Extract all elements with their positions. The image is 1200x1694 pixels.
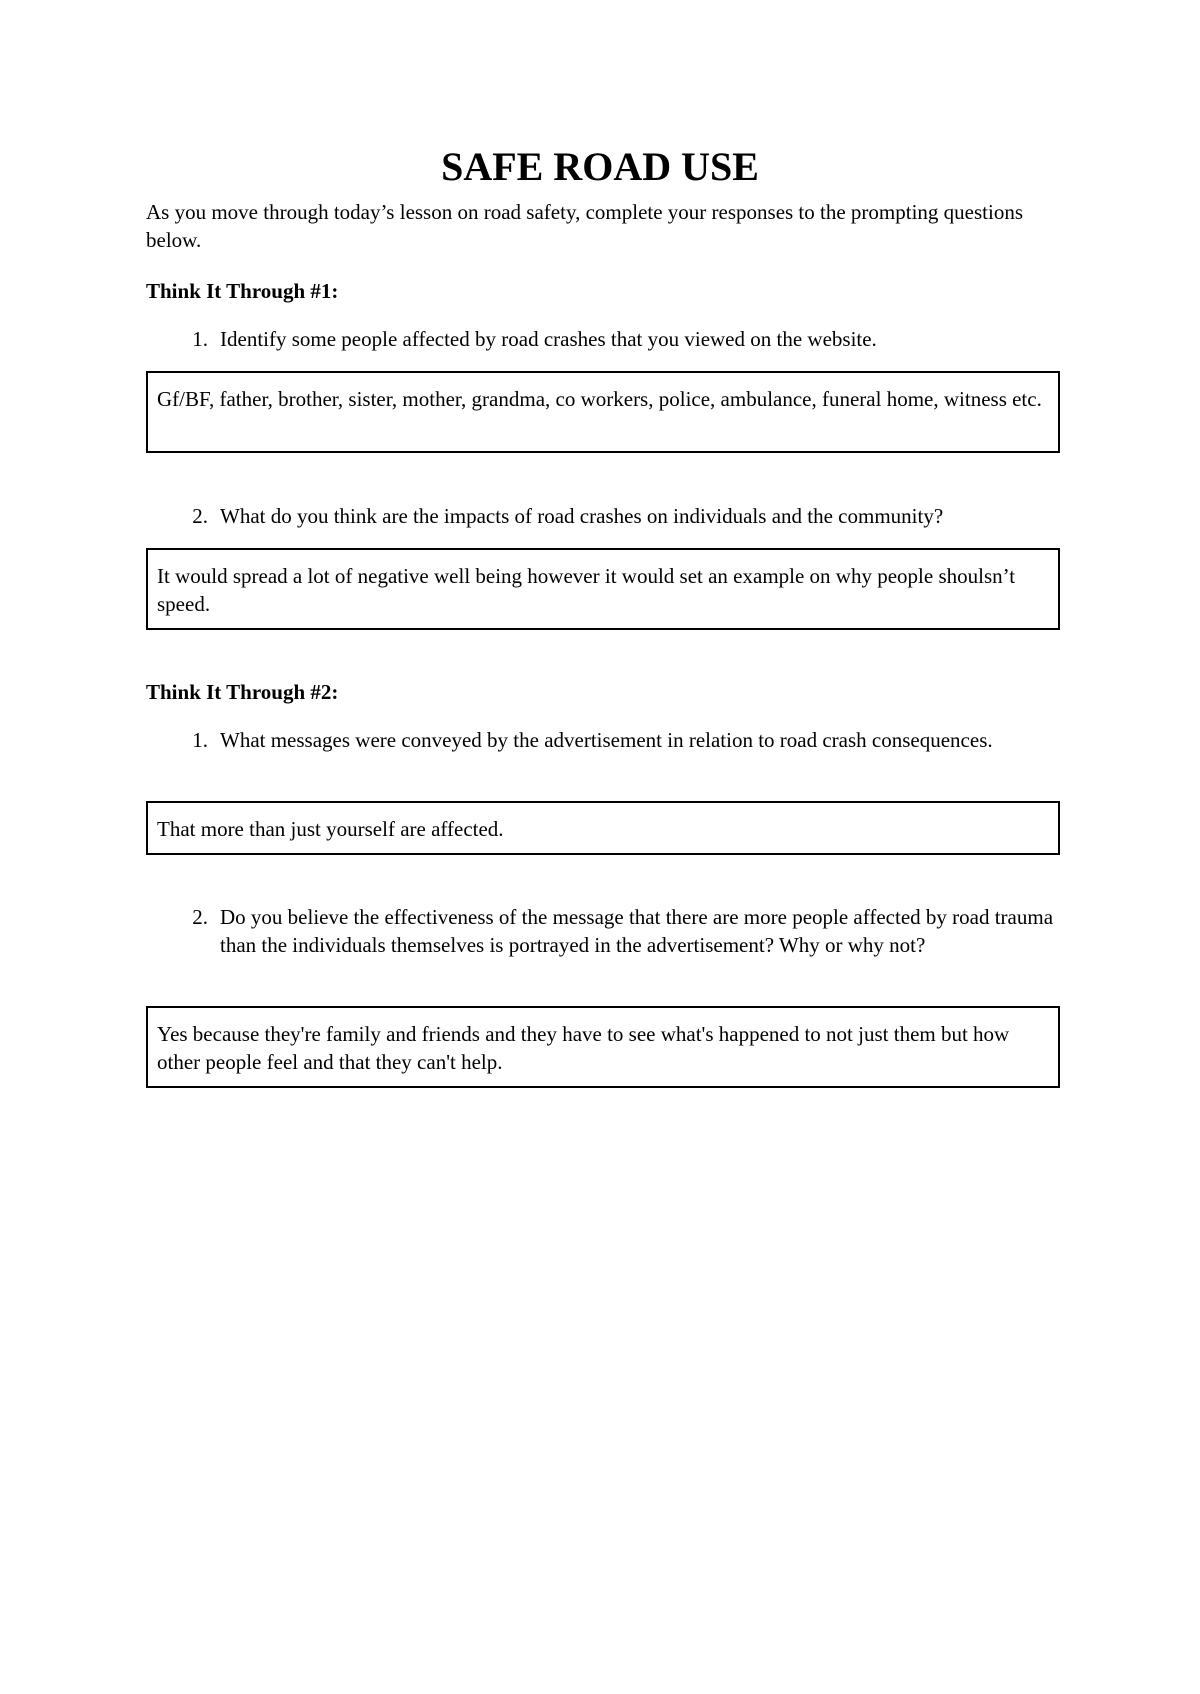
section-heading-2: Think It Through #2: (146, 680, 339, 704)
question-2-2 (146, 903, 1066, 959)
question-text: What do you think are the impacts of road crashes on individuals and the community? (220, 504, 944, 528)
question-number: 1. (192, 728, 208, 752)
intro-text: As you move through today’s lesson on road safety, complete your responses to the prompting questions below. (146, 200, 1024, 252)
answer-box-2-1[interactable]: That more than just yourself are affected. (146, 801, 1060, 855)
answer-box-1-1[interactable]: Gf/BF, father, brother, sister, mother, grandma, co workers, police, ambulance, funeral home, witness etc. (146, 371, 1060, 453)
question-number: 1. (192, 327, 208, 351)
page-title: SAFE ROAD USE (441, 144, 759, 189)
question-number: 2. (192, 504, 208, 528)
question-1-2 (146, 502, 1066, 530)
question-number: 2. (192, 905, 208, 929)
section-heading-1: Think It Through #1: (146, 279, 339, 303)
question-text: Do you believe the effectiveness of the message that there are more people affected by road trauma than the individuals themselves is portrayed in the advertisement? Why or why not? (220, 905, 1054, 957)
question-text: Identify some people affected by road crashes that you viewed on the website. (220, 327, 877, 351)
question-2-1 (146, 726, 1066, 754)
answer-box-2-2[interactable]: Yes because they're family and friends and they have to see what's happened to not just them but how other people feel and that they can't help. (146, 1006, 1060, 1088)
answer-box-1-2[interactable]: It would spread a lot of negative well being however it would set an example on why people shoulsn’t speed. (146, 548, 1060, 630)
question-1-1 (146, 325, 1066, 353)
question-text: What messages were conveyed by the advertisement in relation to road crash consequences. (220, 728, 993, 752)
